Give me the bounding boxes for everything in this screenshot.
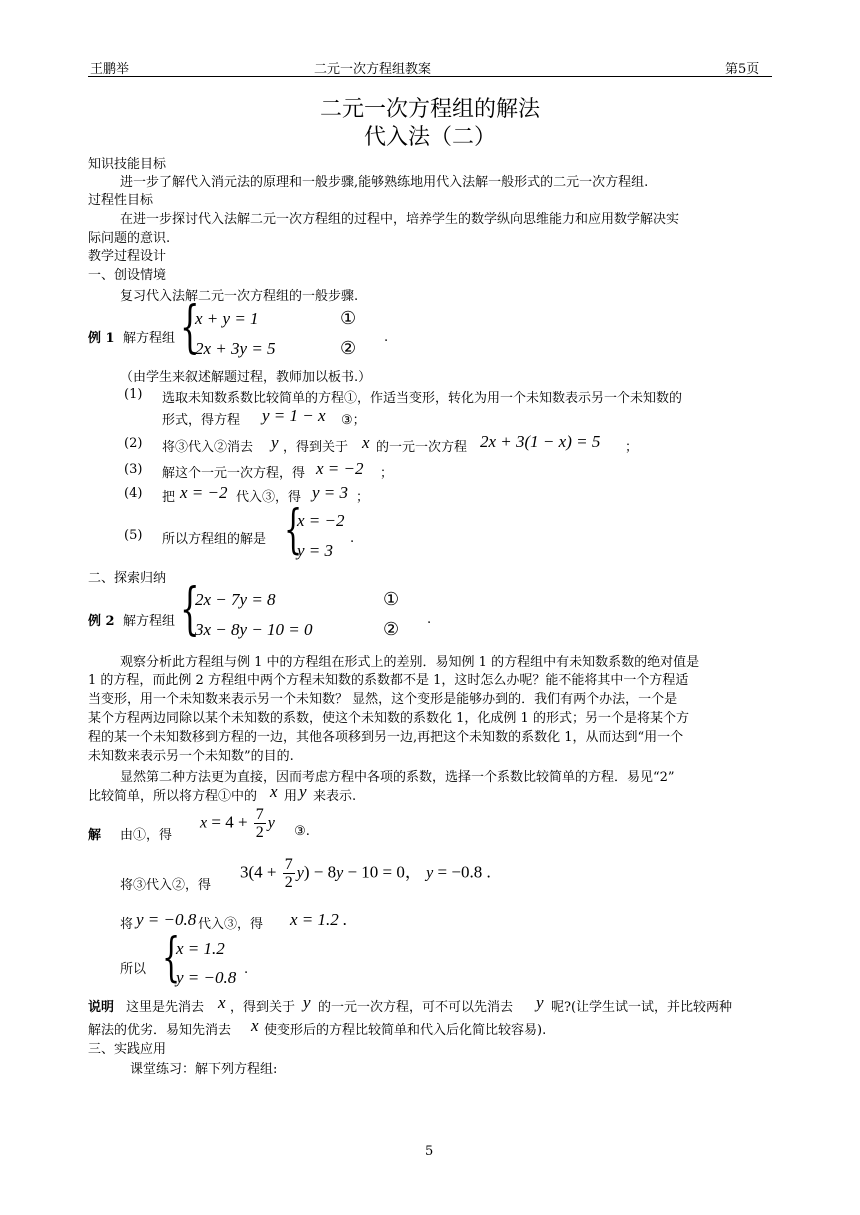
step2-math-x: x (362, 433, 370, 452)
explain-math-y1: y (303, 993, 311, 1012)
step1-math: y = 1 − x (262, 406, 326, 425)
page-subtitle: 代入法（二） (363, 125, 496, 150)
step3-number: (3) (124, 462, 143, 477)
example2-label: 例 2 (88, 614, 115, 629)
solution-line3-text-b: 代入③，得 (198, 917, 264, 932)
example2-eq1: 2x − 7y = 8 (195, 590, 276, 609)
solution-result-x: x = 1.2 (176, 939, 225, 958)
step2-number: (2) (124, 436, 143, 451)
design-heading: 教学过程设计 (88, 249, 167, 264)
section2-heading: 二、探索归纳 (88, 571, 167, 586)
solution-line1-math: x = 4 + $\frac{7}{2}$ y (200, 806, 275, 841)
step3-text: 解这个一元一次方程，得 (162, 466, 306, 481)
example1-eq2: 2x + 3y = 5 (195, 339, 276, 358)
solution-line3-math-y: y = −0.8 (136, 910, 197, 929)
step2-mid: ，得到关于 (283, 440, 349, 455)
solution-line3-text-a: 将 (120, 917, 134, 932)
para2-math-y: y (299, 782, 307, 801)
example1-eq1: x + y = 1 (195, 309, 259, 328)
explain-text-1d: 呢?(让学生试一试，并比较两种 (551, 1000, 733, 1015)
step3-math: x = −2 (316, 459, 364, 478)
step4-math-y: y = 3 (312, 483, 349, 502)
example1-note: （由学生来叙述解题过程，教师加以板书.） (120, 370, 372, 385)
solution-result-y: y = −0.8 (176, 968, 237, 987)
para1-line3: 当变形，用一个未知数来表示另一个未知数？ 显然，这个变形是能够办到的．我们有两个办法，一个是 (88, 692, 678, 707)
process-text-2: 际问题的意识. (88, 231, 171, 246)
explain-math-x2: x (251, 1016, 259, 1035)
example1-prompt: 解方程组 (123, 331, 176, 346)
para1-line4: 某个方程两边同除以某个未知数的系数，使这个未知数的系数化 1，化成例 1 的形式；另一个是将某个方 (88, 711, 689, 726)
step5-solution-x: x = −2 (297, 511, 345, 530)
solution-result-brace: { (162, 928, 181, 988)
example2-brace: { (180, 577, 200, 642)
step3-tail: ； (380, 466, 394, 481)
page-number: 5 (425, 1144, 434, 1159)
example1-tag1: ① (340, 308, 357, 329)
explain-text-1b: ，得到关于 (230, 1000, 296, 1015)
step1-text: 选取未知数系数比较简单的方程①，作适当变形，转化为用一个未知数表示另一个未知数的 (162, 391, 683, 406)
para2-line2b: 用 (284, 789, 298, 804)
header-author: 王鹏举 (90, 62, 130, 77)
explain-label: 说明 (88, 1000, 115, 1015)
explain-text-1c: 的一元一次方程，可不可以先消去 (318, 1000, 514, 1015)
section1-heading: 一、创设情境 (88, 268, 167, 283)
para2-line1: 显然第二种方法更为直接，因而考虑方程中各项的系数，选择一个系数比较简单的方程．易见“2” (120, 770, 675, 785)
solution-result-label: 所以 (120, 962, 147, 977)
step5-period: . (350, 531, 355, 546)
step1-tail: ③； (341, 413, 366, 428)
para2-line2a: 比较简单，所以将方程①中的 (88, 789, 258, 804)
explain-text-1: 这里是先消去 (126, 1000, 205, 1015)
explain-text-2a: 解法的优劣．易知先消去 (88, 1023, 232, 1038)
skill-heading: 知识技能目标 (88, 157, 167, 172)
para1-line1: 观察分析此方程组与例 1 中的方程组在形式上的差别．易知例 1 的方程组中有未知数系数的绝对值是 (120, 655, 700, 670)
solution-label: 解 (88, 828, 102, 843)
section1-intro: 复习代入法解二元一次方程组的一般步骤. (120, 289, 359, 304)
skill-text: 进一步了解代入消元法的原理和一般步骤,能够熟练地用代入法解一般形式的二元一次方程组. (120, 175, 649, 190)
para2-line2c: 来表示. (313, 789, 357, 804)
explain-math-y2: y (536, 993, 544, 1012)
solution-line1-text: 由①，得 (120, 828, 173, 843)
step5-brace: { (284, 500, 303, 560)
step1-number: (1) (124, 387, 143, 402)
step4-tail: ； (356, 490, 370, 505)
section3-heading: 三、实践应用 (88, 1042, 167, 1057)
example1-period: . (384, 330, 389, 345)
para1-line5: 程的某一个未知数移到方程的一边，其他各项移到另一边,再把这个未知数的系数化 1，从而达到“用一个 (88, 730, 684, 745)
header-rule (88, 76, 772, 77)
step2-text: 将③代入②消去 (162, 440, 254, 455)
example2-tag1: ① (383, 589, 400, 610)
header-doc-title: 二元一次方程组教案 (314, 62, 432, 77)
para2-math-x: x (270, 782, 278, 801)
step5-text: 所以方程组的解是 (162, 532, 267, 547)
solution-line3-math-x: x = 1.2 . (290, 910, 348, 929)
solution-line2-math: 3(4 + $\frac{7}{2}$ y) − 8y − 10 = 0， y = −0.8 . (240, 856, 491, 891)
step2-math-y: y (271, 433, 279, 452)
step4-math-x: x = −2 (180, 483, 228, 502)
process-heading: 过程性目标 (88, 193, 154, 208)
page-title: 二元一次方程组的解法 (319, 97, 540, 122)
example2-tag2: ② (383, 619, 400, 640)
process-text-1: 在进一步探讨代入法解二元一次方程组的过程中，培养学生的数学纵向思维能力和应用数学解决实 (120, 212, 680, 227)
step5-number: (5) (124, 528, 143, 543)
example2-eq2: 3x − 8y − 10 = 0 (195, 620, 313, 639)
step4-text: 把 (162, 490, 176, 505)
step4-mid: 代入③，得 (236, 490, 302, 505)
example1-brace: { (180, 295, 200, 360)
header-page-label: 第5页 (725, 62, 760, 77)
step2-tail: ； (625, 440, 639, 455)
solution-line1-tag: ③. (290, 824, 310, 839)
explain-math-x1: x (218, 993, 226, 1012)
section3-exercise: 课堂练习：解下列方程组: (130, 1062, 278, 1077)
explain-text-2b: 使变形后的方程比较简单和代入后化简比较容易). (264, 1023, 547, 1038)
solution-line2-text: 将③代入②，得 (120, 878, 212, 893)
para1-line2: 1 的方程，而此例 2 方程组中两个方程未知数的系数都不是 1，这时怎么办呢？能不能将其中一个方程适 (88, 673, 689, 688)
step2-mid2: 的一元一次方程 (376, 440, 468, 455)
example1-label: 例 1 (88, 331, 115, 346)
example2-period: . (427, 612, 432, 627)
step4-number: (4) (124, 486, 143, 501)
step2-math-equation: 2x + 3(1 − x) = 5 (480, 432, 601, 451)
step1-text2: 形式，得方程 (162, 413, 241, 428)
step5-solution-y: y = 3 (297, 541, 334, 560)
example1-tag2: ② (340, 338, 357, 359)
solution-result-period: . (244, 962, 249, 977)
para1-line6: 未知数来表示另一个未知数”的目的. (88, 749, 294, 764)
example2-prompt: 解方程组 (123, 614, 176, 629)
